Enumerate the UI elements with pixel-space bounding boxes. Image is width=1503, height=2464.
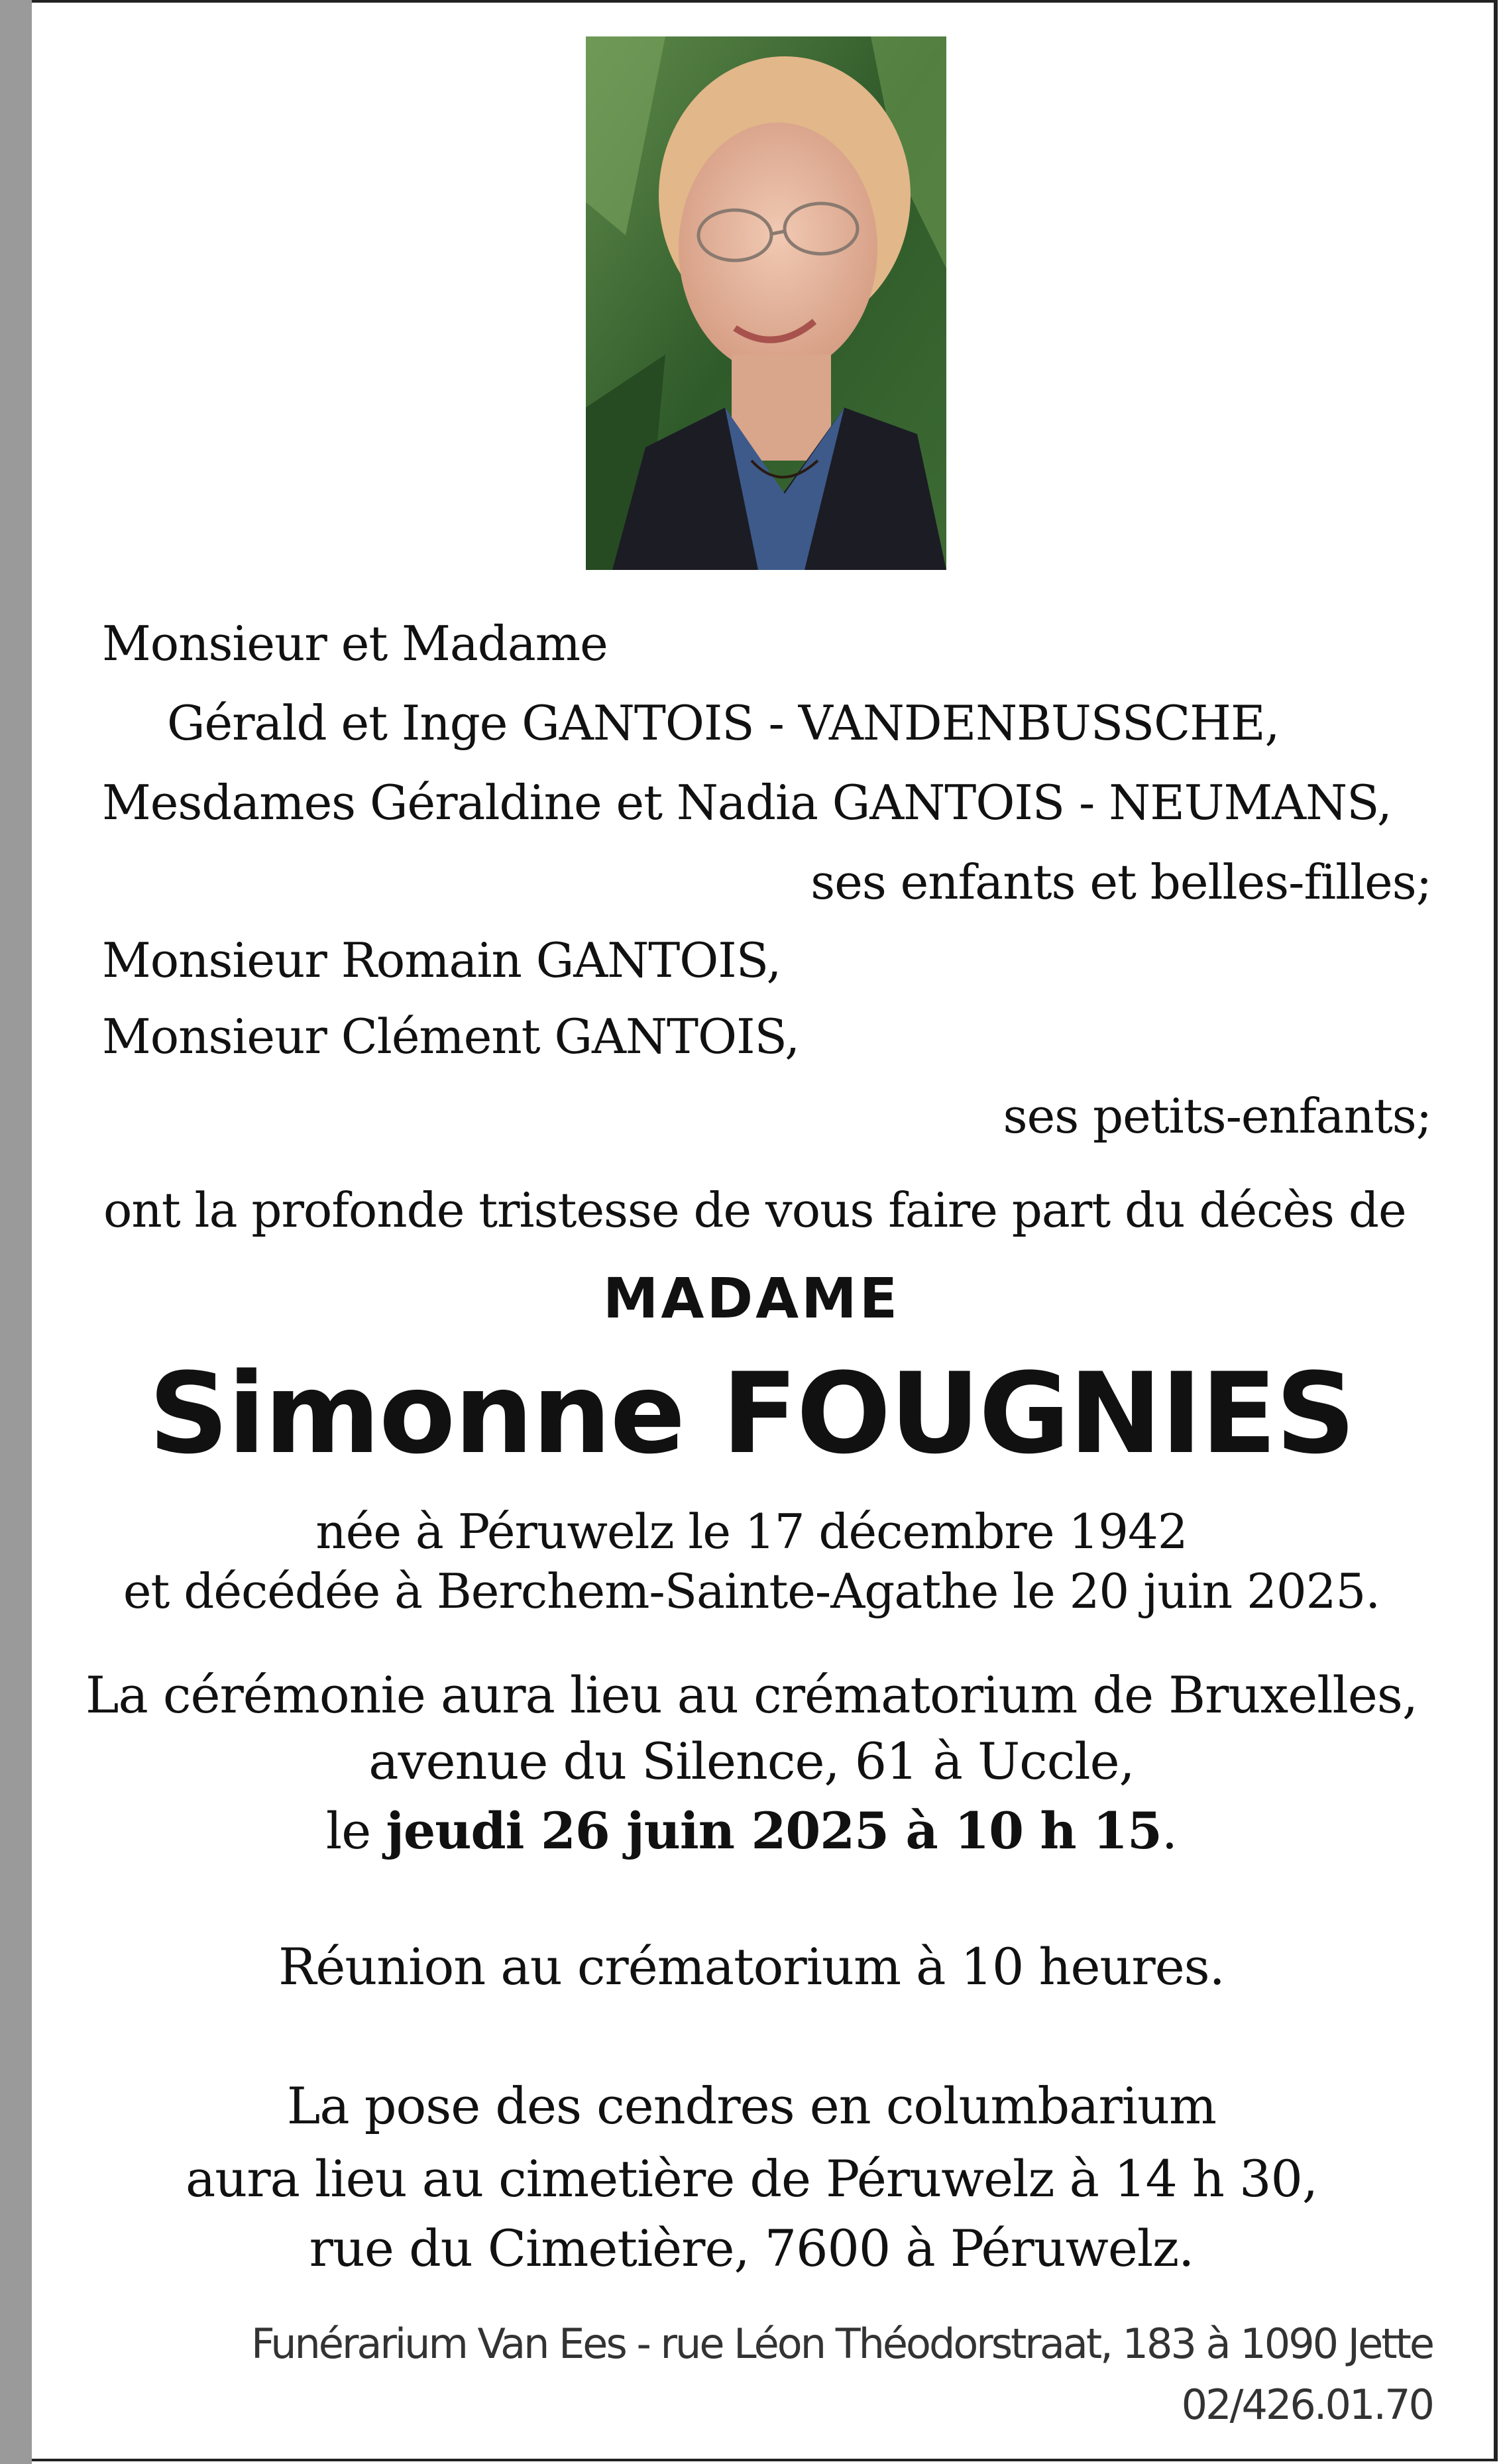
family-line-3: Mesdames Géraldine et Nadia GANTOIS - NEUMANS, [102, 775, 1392, 830]
family-line-1: Monsieur et Madame [102, 616, 608, 671]
ashes-line-2: aura lieu au cimetière de Péruwelz à 14 h 30, [186, 2149, 1317, 2208]
family-role-grandchildren: ses petits-enfants; [1003, 1088, 1431, 1144]
meeting-info: Réunion au crématorium à 10 heures. [278, 1937, 1225, 1996]
family-line-4: Monsieur Romain GANTOIS, [102, 932, 781, 988]
deceased-title: MADAME [602, 1266, 901, 1331]
ashes-line-3: rue du Cimetière, 7600 à Péruwelz. [309, 2219, 1194, 2278]
family-line-5: Monsieur Clément GANTOIS, [102, 1009, 800, 1064]
funeral-home-address: Funérarium Van Ees - rue Léon Théodorstraat, 183 à 1090 Jette [250, 2320, 1433, 2368]
deceased-name: Simonne FOUGNIES [148, 1349, 1355, 1479]
birth-info: née à Péruwelz le 17 décembre 1942 [315, 1504, 1188, 1559]
announcement-text: ont la profonde tristesse de vous faire part du décès de [103, 1182, 1406, 1238]
ceremony-date [0, 1801, 1503, 1860]
funeral-home-phone: 02/426.01.70 [1181, 2380, 1433, 2429]
portrait-photo [586, 36, 946, 570]
ceremony-line-2: avenue du Silence, 61 à Uccle, [368, 1732, 1135, 1791]
ceremony-date-bold: jeudi 26 juin 2025 à 10 h 15 [386, 1801, 1162, 1860]
ceremony-line-1: La cérémonie aura lieu au crématorium de Bruxelles, [85, 1665, 1418, 1724]
ceremony-date-suffix: . [1161, 1801, 1178, 1860]
death-info: et décédée à Berchem-Sainte-Agathe le 20 juin 2025. [123, 1563, 1380, 1619]
family-line-2: Gérald et Inge GANTOIS - VANDENBUSSCHE, [167, 695, 1280, 751]
ashes-line-1: La pose des cendres en columbarium [286, 2076, 1217, 2135]
ceremony-date-prefix: le [325, 1801, 386, 1860]
family-role-children: ses enfants et belles-filles; [810, 854, 1431, 910]
